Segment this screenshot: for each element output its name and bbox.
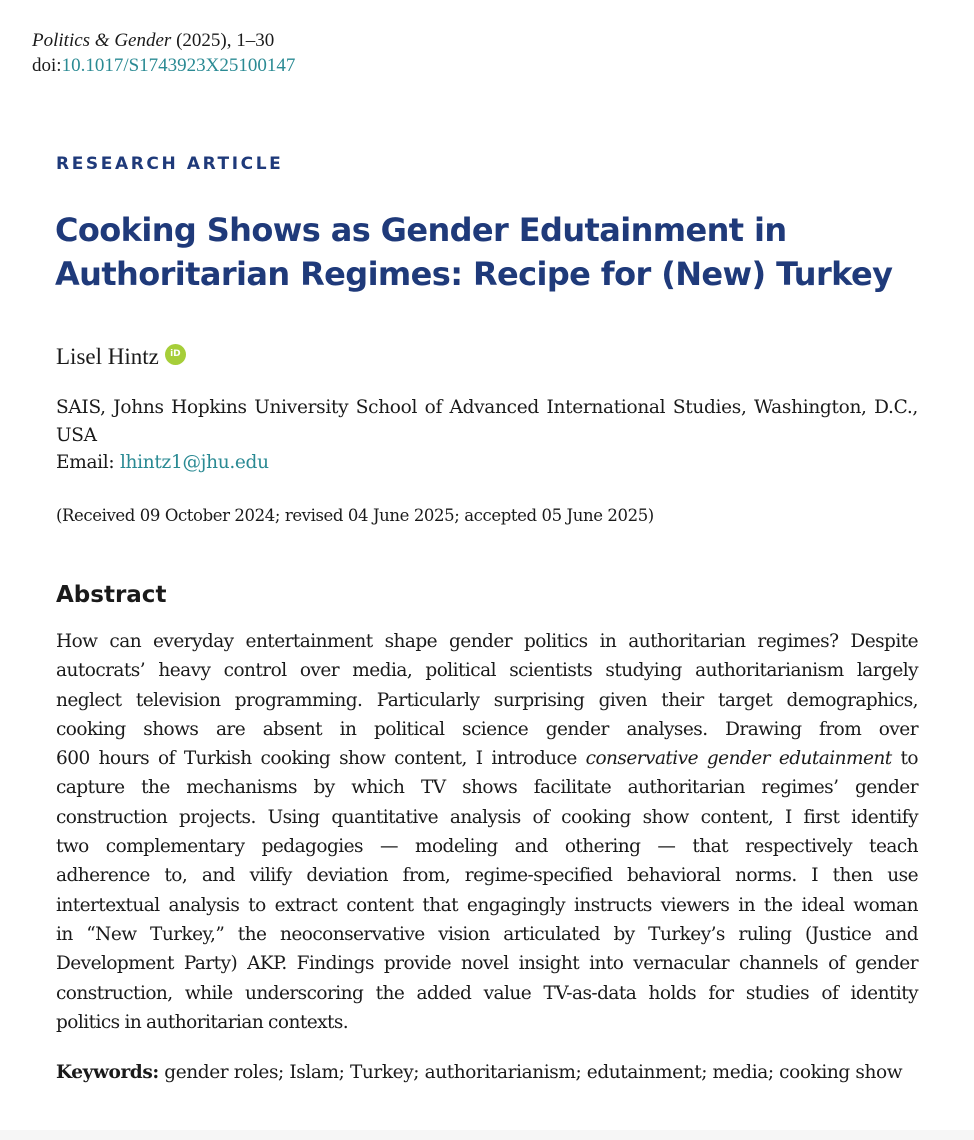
affiliation: SAIS, Johns Hopkins University School of Advanced International Studies, Washington, D.C., USA <box>56 397 918 446</box>
abstract-line: politics in authoritarian contexts. <box>56 1011 349 1033</box>
abstract-line: Development Party) AKP. Findings provide novel insight into vernacular channels of gender <box>56 953 918 975</box>
abstract-line: capture the mechanisms by which TV shows facilitate authoritarian regimes’ gender <box>56 777 918 799</box>
abstract-emphasis: conservative gender edutainment <box>585 748 892 770</box>
orcid-icon[interactable]: iD <box>165 344 186 365</box>
abstract-line: in “New Turkey,” the neoconservative vision articulated by Turkey’s ruling (Justice and <box>56 923 918 945</box>
journal-header <box>32 28 295 78</box>
doi-link[interactable]: 10.1017/S1743923X25100147 <box>61 55 296 76</box>
abstract-text: to <box>891 748 919 770</box>
abstract-line: construction projects. Using quantitative analysis of cooking show content, I first identify <box>56 806 918 828</box>
abstract-body <box>56 627 918 1037</box>
abstract-heading: Abstract <box>56 582 167 608</box>
abstract-line: neglect television programming. Particularly surprising given their target demographics, <box>56 689 918 711</box>
author <box>56 342 186 372</box>
title-line-2: Authoritarian Regimes: Recipe for (New) Turkey <box>55 255 893 293</box>
email-label: Email: <box>56 452 115 473</box>
doi-label: doi: <box>32 55 62 76</box>
abstract-line: autocrats’ heavy control over media, political scientists studying authoritarianism largely <box>56 660 918 682</box>
journal-info: (2025), 1–30 <box>171 30 275 51</box>
keywords <box>56 1058 918 1087</box>
email-row <box>56 449 269 477</box>
email-link[interactable]: lhintz1@jhu.edu <box>119 452 269 473</box>
abstract-line: How can everyday entertainment shape gender politics in authoritarian regimes? Despite <box>56 631 918 652</box>
journal-citation <box>32 28 295 53</box>
title-line-1: Cooking Shows as Gender Edutainment in <box>55 211 787 249</box>
article-type: RESEARCH ARTICLE <box>56 154 284 174</box>
author-name[interactable]: Lisel Hintz <box>56 344 159 369</box>
doi-line <box>32 53 295 78</box>
keywords-text: gender roles; Islam; Turkey; authoritarianism; edutainment; media; cooking show <box>158 1062 903 1083</box>
received-dates: (Received 09 October 2024; revised 04 June 2025; accepted 05 June 2025) <box>56 506 654 525</box>
abstract-text: 600 hours of Turkish cooking show content, I introduce <box>56 748 586 770</box>
article-title <box>55 208 935 296</box>
abstract-line: intertextual analysis to extract content that engagingly instructs viewers in the ideal woman <box>56 894 918 916</box>
abstract-line: construction, while underscoring the added value TV-as-data holds for studies of identity <box>56 982 918 1004</box>
keywords-label: Keywords: <box>56 1062 159 1083</box>
abstract-line: cooking shows are absent in political science gender analyses. Drawing from over <box>56 718 918 740</box>
abstract-line: adherence to, and vilify deviation from, regime-specified behavioral norms. I then use <box>56 865 918 887</box>
abstract-line: two complementary pedagogies — modeling and othering — that respectively teach <box>56 836 918 858</box>
abstract-line <box>56 744 918 773</box>
page-bottom-edge <box>0 1130 974 1140</box>
journal-name: Politics & Gender <box>32 30 172 51</box>
